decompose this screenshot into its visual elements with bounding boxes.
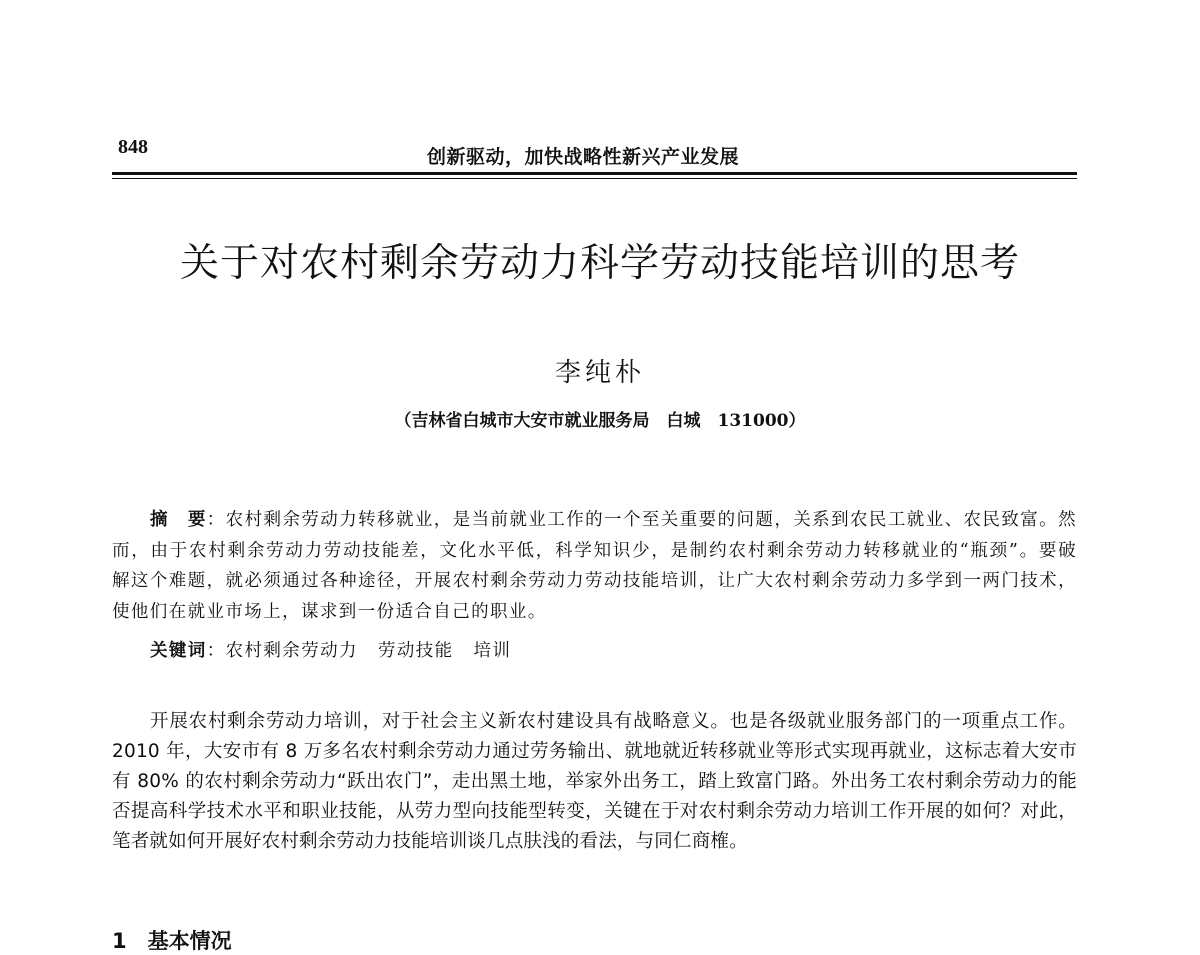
keyword-item: 农村剩余劳动力: [225, 641, 358, 661]
abstract-text: ：农村剩余劳动力转移就业，是当前就业工作的一个至关重要的问题，关系到农民工就业、农民致富。然而，由于农村剩余劳动力劳动技能差，文化水平低，科学知识少，是制约农村剩余劳动力转移就业的“瓶颈”。要破解这个难题，就必须通过各种途径，开展农村剩余劳动力劳动技能培训，让广大农村剩余劳动力多学到一两门技术，使他们在就业市场上，谋求到一份适合自己的职业。: [112, 510, 1077, 622]
keyword-item: 培训: [473, 641, 512, 661]
abstract-label: 摘 要: [150, 510, 207, 530]
author-name: 李纯朴: [554, 358, 645, 388]
abstract: [112, 505, 1077, 627]
page-number: 848: [118, 136, 148, 158]
keywords: [150, 637, 531, 662]
header-rule-thick: [112, 172, 1077, 175]
section-heading: 1 基本情况: [112, 929, 232, 953]
running-title: 创新驱动，加快战略性新兴产业发展: [427, 146, 740, 168]
header-rule-thin: [112, 178, 1077, 179]
author-affiliation: （吉林省白城市大安市就业服务局 白城 131000）: [394, 411, 806, 431]
article-title: 关于对农村剩余劳动力科学劳动技能培训的思考: [179, 241, 1020, 286]
body-paragraph: 开展农村剩余劳动力培训，对于社会主义新农村建设具有战略意义。也是各级就业服务部门的一项重点工作。2010 年，大安市有 8 万多名农村剩余劳动力通过劳务输出、就地就近转移就业等形式实现再就业，这标志着大安市有 80% 的农村剩余劳动力“跃出农门”，走出黑土地，举家外出务工，踏上致富门路。外出务工农村剩余劳动力的能否提高科学技术水平和职业技能，从劳力型向技能型转变，关键在于对农村剩余劳动力培训工作开展的如何？对此，笔者就如何开展好农村剩余劳动力技能培训谈几点肤浅的看法，与同仁商榷。: [112, 711, 1077, 852]
keywords-label: 关键词: [150, 641, 207, 661]
keyword-item: 劳动技能: [377, 641, 454, 661]
keywords-separator: ：: [206, 641, 226, 661]
